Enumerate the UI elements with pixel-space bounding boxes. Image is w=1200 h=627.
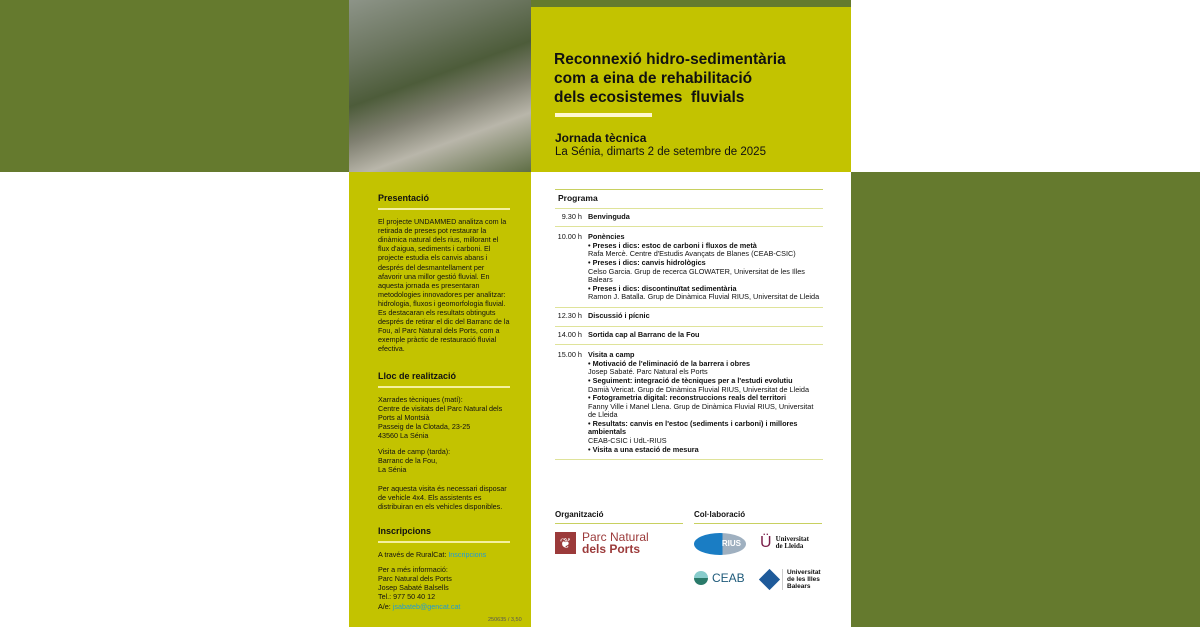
- collaboracio-heading: Col·laboració: [694, 510, 822, 524]
- event-date: La Sénia, dimarts 2 de setembre de 2025: [555, 146, 766, 158]
- lloc-afternoon: Visita de camp (tarda): Barranc de la Fou, La Sénia: [378, 446, 451, 474]
- programa-time: 9.30 h: [561, 211, 582, 221]
- talk-speaker: Ramon J. Batalla. Grup de Dinàmica Fluvial RIUS, Universitat de Lleida: [588, 292, 820, 302]
- talk-speaker: Rafa Mercè. Centre d'Estudis Avançats de Blanes (CEAB-CSIC): [588, 249, 796, 259]
- programa-time: 10.00 h: [557, 232, 582, 242]
- programa-row: [555, 345, 823, 460]
- background-olive-top-left: [0, 0, 349, 172]
- talk-title: • Fotogrametria digital: reconstruccions reals del territori: [588, 393, 786, 403]
- river-canyon-photo: [349, 0, 531, 172]
- title-line: Reconnexió hidro-sedimentària: [554, 51, 786, 68]
- talk-speaker: Josep Sabaté. Parc Natural els Ports: [588, 367, 708, 377]
- programa-row: [555, 227, 823, 308]
- document-code: 250635 / 3,50: [488, 617, 522, 623]
- programa-time: 15.00 h: [557, 350, 582, 360]
- talk-title: • Resultats: canvis en l'estoc (sediments i carboni) i millores ambientals: [588, 418, 798, 437]
- section-heading: Presentació: [378, 194, 510, 210]
- programa-row: [555, 308, 823, 327]
- talk-speaker: Damià Vericat. Grup de Dinàmica Fluvial RIUS, Universitat de Lleida: [588, 384, 810, 394]
- lloc-section: [378, 372, 510, 517]
- programa-time: 12.30 h: [557, 310, 582, 320]
- rius-logo: RIUS: [694, 533, 746, 555]
- subtitle: Jornada tècnica: [555, 131, 647, 145]
- maple-leaf-icon: ❦: [555, 532, 576, 554]
- programa-title: Visita a camp: [588, 350, 635, 360]
- email-link[interactable]: jsabateb@gencat.cat: [392, 601, 461, 611]
- lloc-note: Per aquesta visita és necessari disposar de vehicle 4x4. Els assistents es distribuiran en els vehicles disponibles.: [378, 483, 507, 512]
- udl-emblem-icon: Ü: [760, 534, 772, 551]
- contact-info: Per a més informació: Parc Natural dels Ports Josep Sabaté Balsells Tel.: 977 50 40 12 A/e: jsabateb@gencat.cat: [378, 565, 461, 611]
- programa-title: Benvinguda: [588, 211, 630, 221]
- ceab-emblem-icon: [694, 571, 708, 585]
- presentacio-text: El projecte UNDAMMED analitza com la retirada de preses pot restaurar la dinàmica natural dels rius, millorant el flux d'aigua, sediments i carboni. El projecte estudia els canvis abans i després del desmantellament per afavorir una millor gestió fluvial. En aquesta jornada es presentaran metodologies innovadores per analitzar: hidrologia, fluxos i geomorfologia fluvial. Es destacaran els resultats obtinguts després de retirar el dic del Barranc de la Fou, al Parc Natural dels Ports, com a exemple pràctic de restauració fluvial efectiva.: [378, 217, 510, 354]
- programa: [555, 189, 823, 460]
- title-divider: [555, 113, 652, 117]
- lloc-morning: Xarrades tècniques (matí): Centre de visitats del Parc Natural dels Ports al Montsià Passeig de la Clotada, 23-25 43560 La Sénia: [378, 395, 503, 441]
- section-heading: Lloc de realització: [378, 372, 510, 388]
- organitzacio-heading: Organització: [555, 510, 683, 524]
- talk-title: • Seguiment: integració de tècniques per a l'estudi evolutiu: [588, 375, 793, 385]
- parc-natural-logo: ❦ Parc Natural dels Ports: [555, 531, 649, 555]
- programa-title: Discussió i pícnic: [588, 310, 650, 320]
- programa-title: Ponències: [588, 232, 625, 242]
- uib-logo: Universitat de les Illes Balears: [762, 569, 822, 590]
- title-line: dels ecosistemes fluvials: [554, 89, 745, 106]
- talk-speaker: Celso Garcia. Grup de recerca GLOWATER, Universitat de les Illes Balears: [588, 266, 805, 285]
- section-heading: Programa: [558, 193, 598, 203]
- talk-title: • Preses i dics: discontinuïtat sedimentària: [588, 283, 737, 293]
- talk-title: • Motivació de l'eliminació de la barrera i obres: [588, 358, 751, 368]
- title-line: com a eina de rehabilitació: [554, 70, 753, 87]
- talk-title: • Preses i dics: estoc de carboni i fluxos de metà: [588, 240, 757, 250]
- background-olive-bottom-right: [851, 172, 1200, 627]
- udl-logo: Ü Universitat de Lleida: [760, 534, 810, 551]
- talk-title: • Visita a una estació de mesura: [588, 444, 699, 454]
- programa-heading-row: [555, 189, 823, 209]
- programa-time: 14.00 h: [557, 329, 582, 339]
- ceab-logo: CEAB: [694, 571, 745, 585]
- talk-speaker: Fanny Ville i Manel Llena. Grup de Dinàmica Fluvial RIUS, Universitat de Lleida: [588, 401, 814, 420]
- presentacio-section: [378, 194, 510, 360]
- talk-speaker: CEAB-CSIC i UdL-RIUS: [588, 436, 667, 446]
- inscripcions-section: [378, 527, 510, 617]
- uib-emblem-icon: [759, 569, 780, 590]
- hero-top-strip: [531, 0, 851, 7]
- via-label: A través de RuralCat:: [378, 550, 449, 560]
- inscripcions-link[interactable]: Inscripcions: [448, 550, 487, 560]
- programa-title: Sortida cap al Barranc de la Fou: [588, 329, 700, 339]
- programa-row: [555, 327, 823, 346]
- talk-title: • Preses i dics: canvis hidrològics: [588, 257, 706, 267]
- page-title: [554, 50, 844, 107]
- programa-row: [555, 209, 823, 228]
- section-heading: Inscripcions: [378, 527, 510, 543]
